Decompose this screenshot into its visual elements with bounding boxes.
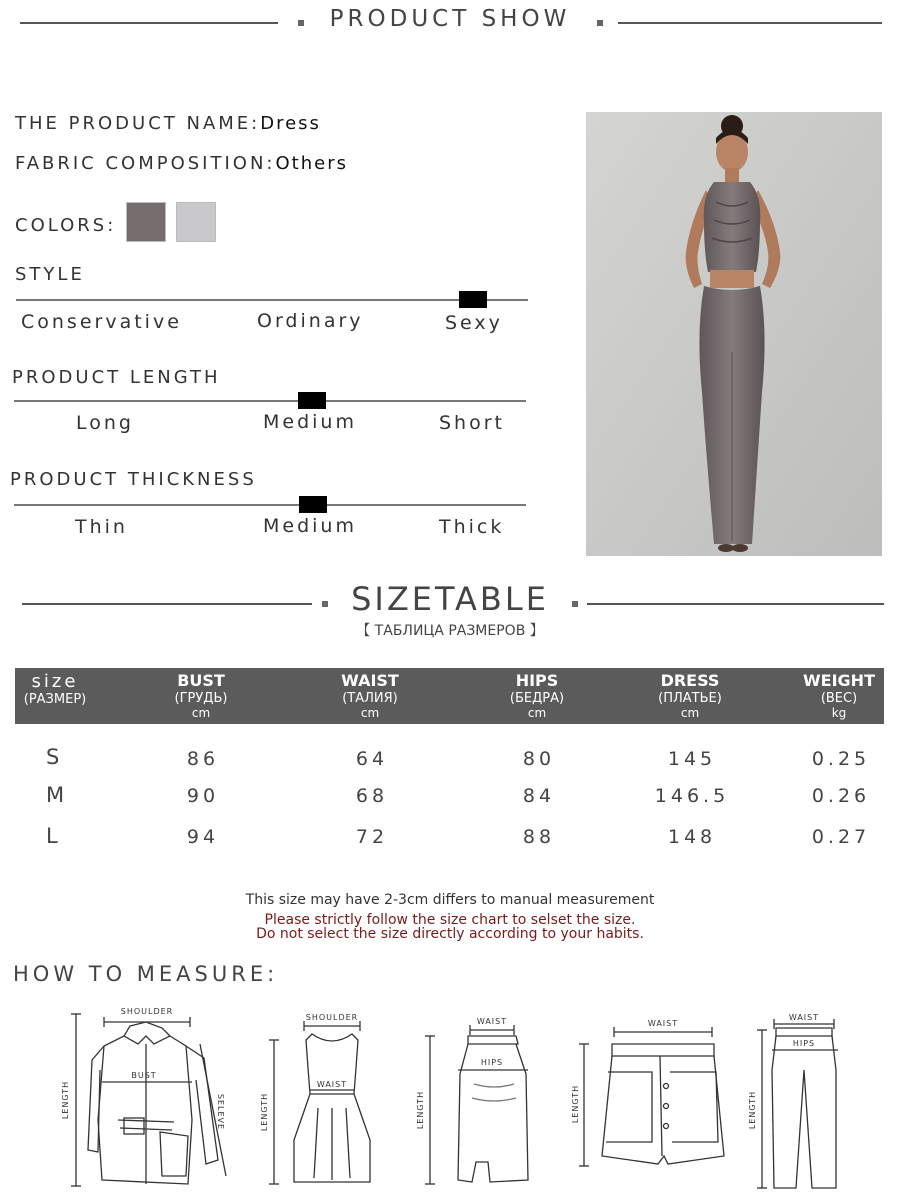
product-photo bbox=[586, 112, 882, 556]
shorts-measure-diagram bbox=[572, 1016, 742, 1176]
product-name-row bbox=[15, 113, 321, 134]
pants-length-label: LENGTH bbox=[748, 1090, 757, 1130]
skirt-measure-diagram bbox=[414, 1014, 534, 1194]
jacket-bust-label: BUST bbox=[131, 1071, 157, 1080]
cell-s-dress: 145 bbox=[667, 748, 717, 770]
size-table-header bbox=[15, 668, 884, 724]
model-illustration bbox=[586, 112, 882, 556]
thickness-option-thick: Thick bbox=[439, 516, 505, 538]
cell-m-bust: 90 bbox=[186, 785, 220, 807]
length-option-short: Short bbox=[439, 412, 505, 434]
col-header-bust: BUST (ГРУДЬ) cm bbox=[174, 671, 228, 720]
product-name-label: THE PRODUCT NAME: bbox=[15, 113, 261, 134]
thickness-option-thin: Thin bbox=[75, 516, 128, 538]
style-option-conservative: Conservative bbox=[21, 311, 182, 333]
thickness-label: PRODUCT THICKNESS bbox=[10, 469, 257, 490]
how-to-measure-title: HOW TO MEASURE: bbox=[13, 962, 279, 986]
fabric-label: FABRIC COMPOSITION: bbox=[15, 153, 276, 174]
style-option-sexy: Sexy bbox=[445, 312, 503, 334]
shorts-waist-label: WAIST bbox=[647, 1019, 679, 1028]
thickness-track bbox=[14, 504, 526, 506]
page-title: PRODUCT SHOW bbox=[329, 6, 571, 32]
dress-waist-label: WAIST bbox=[316, 1080, 348, 1089]
color-swatch-light-grey[interactable] bbox=[176, 202, 216, 242]
sizetable-subtitle: 【 ТАБЛИЦА РАЗМЕРОВ 】 bbox=[356, 623, 544, 639]
header-right-rule bbox=[618, 22, 882, 24]
length-track bbox=[14, 400, 526, 402]
cell-m-hips: 84 bbox=[522, 785, 556, 807]
col-header-waist: WAIST (ТАЛИЯ) cm bbox=[341, 671, 399, 720]
cell-l-hips: 88 bbox=[522, 826, 556, 848]
skirt-waist-label: WAIST bbox=[476, 1017, 508, 1026]
cell-s-weight: 0.25 bbox=[811, 748, 871, 770]
shorts-length-label: LENGTH bbox=[571, 1084, 580, 1124]
row-size-s: S bbox=[46, 745, 60, 769]
thickness-option-medium: Medium bbox=[263, 515, 357, 537]
product-name-value: Dress bbox=[260, 113, 321, 134]
row-size-l: L bbox=[46, 824, 58, 848]
cell-m-waist: 68 bbox=[355, 785, 389, 807]
sizetable-right-rule bbox=[587, 603, 884, 605]
pants-measure-diagram bbox=[748, 1010, 848, 1196]
note-follow-chart: Please strictly follow the size chart to selset the size. bbox=[264, 912, 636, 928]
style-marker bbox=[459, 291, 487, 308]
jacket-shoulder-label: SHOULDER bbox=[120, 1007, 174, 1016]
thickness-marker bbox=[299, 496, 327, 513]
row-size-m: M bbox=[46, 783, 65, 807]
style-label: STYLE bbox=[15, 264, 85, 285]
col-header-size: size (РАЗМЕР) bbox=[23, 671, 87, 707]
header-right-dot bbox=[597, 20, 603, 26]
cell-l-waist: 72 bbox=[355, 826, 389, 848]
fabric-value: Others bbox=[275, 153, 348, 174]
cell-l-weight: 0.27 bbox=[811, 826, 871, 848]
skirt-hips-label: HIPS bbox=[480, 1058, 504, 1067]
dress-length-label: LENGTH bbox=[260, 1092, 269, 1132]
length-option-long: Long bbox=[76, 412, 134, 434]
length-option-medium: Medium bbox=[263, 411, 357, 433]
col-header-weight: WEIGHT (ВЕС) kg bbox=[803, 671, 875, 720]
cell-s-hips: 80 bbox=[522, 748, 556, 770]
color-swatch-taupe[interactable] bbox=[126, 202, 166, 242]
length-label: PRODUCT LENGTH bbox=[12, 367, 221, 388]
col-header-hips: HIPS (БЕДРА) cm bbox=[509, 671, 565, 720]
length-marker bbox=[298, 392, 326, 409]
cell-m-dress: 146.5 bbox=[654, 785, 730, 807]
dress-measure-diagram bbox=[258, 1008, 378, 1194]
style-track bbox=[16, 299, 528, 301]
pants-hips-label: HIPS bbox=[792, 1039, 816, 1048]
cell-s-waist: 64 bbox=[355, 748, 389, 770]
skirt-length-label: LENGTH bbox=[416, 1090, 425, 1130]
dress-shoulder-label: SHOULDER bbox=[305, 1013, 359, 1022]
colors-label: COLORS: bbox=[15, 215, 117, 236]
pants-waist-label: WAIST bbox=[788, 1013, 820, 1022]
note-measurement-diff: This size may have 2-3cm differs to manual measurement bbox=[245, 892, 655, 908]
cell-l-dress: 148 bbox=[667, 826, 717, 848]
jacket-length-label: LENGTH bbox=[61, 1080, 70, 1120]
sizetable-right-dot bbox=[572, 601, 578, 607]
style-option-ordinary: Ordinary bbox=[257, 310, 364, 332]
note-no-habit: Do not select the size directly according to your habits. bbox=[256, 926, 644, 942]
jacket-measure-diagram bbox=[58, 1000, 238, 1196]
jacket-sleeve-label: SELEVE bbox=[216, 1093, 225, 1131]
cell-l-bust: 94 bbox=[186, 826, 220, 848]
sizetable-title: SIZETABLE bbox=[351, 580, 549, 618]
cell-s-bust: 86 bbox=[186, 748, 220, 770]
col-header-dress: DRESS (ПЛАТЬЕ) cm bbox=[658, 671, 722, 720]
fabric-row bbox=[15, 153, 348, 174]
cell-m-weight: 0.26 bbox=[811, 785, 871, 807]
